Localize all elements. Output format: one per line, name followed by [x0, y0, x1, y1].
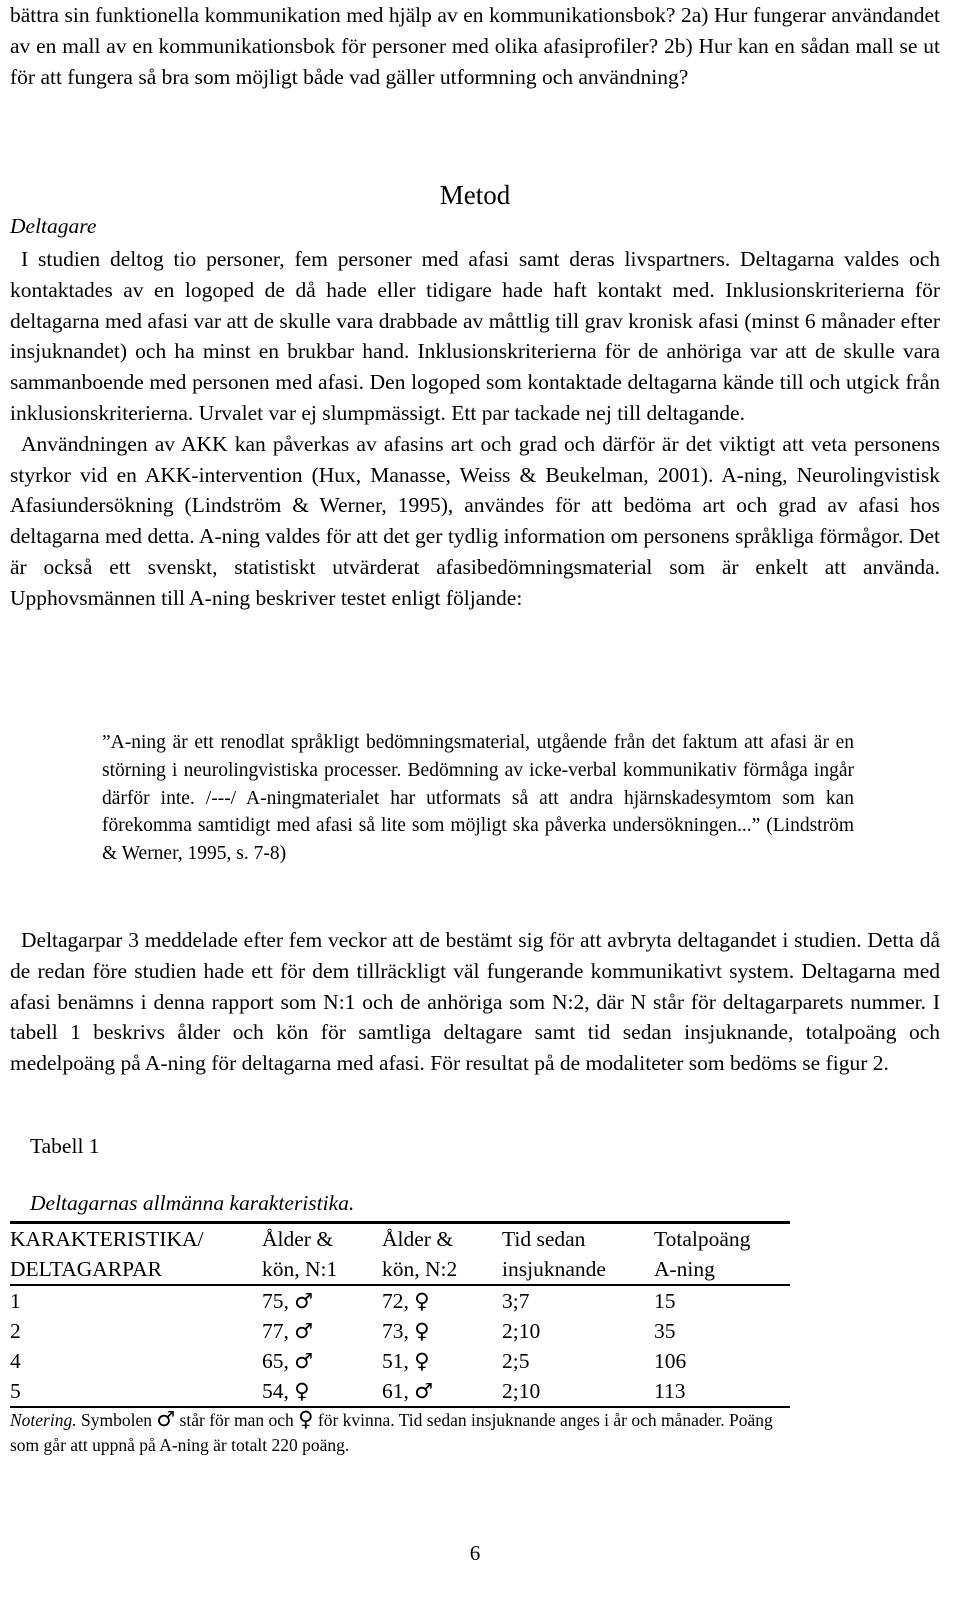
female-symbol-icon: ♀ [414, 1319, 430, 1343]
cell-pair: 2 [10, 1319, 21, 1343]
subheading-deltagare: Deltagare [10, 214, 97, 238]
male-symbol-icon: ♂ [414, 1379, 434, 1403]
female-symbol-icon: ♀ [298, 1407, 314, 1431]
male-symbol-icon: ♂ [294, 1289, 314, 1313]
cell-age-n2: 61, ♂ [382, 1376, 502, 1407]
cell-age-n1: 65, ♂ [262, 1349, 314, 1373]
male-symbol-icon: ♂ [294, 1349, 314, 1373]
cell-score: 15 [654, 1289, 676, 1313]
method-paragraph-3: Deltagarpar 3 meddelade efter fem veckor att de bestämt sig för att avbryta deltagandet i studien. Detta då de redan före studien hade ett för dem tillräckligt väl fungerande kommunikativt system. Deltagarna med afasi benämns i denna rapport som N:1 och de anhöriga som N:2, där N står för deltagarparets nummer. I tabell 1 beskrivs ålder och kön för samtliga deltagare samt tid sedan insjuknande, totalpoäng och medelpoäng på A-ning för deltagarna med afasi. För resultat på de modaliteter som bedöms se figur 2. [10, 928, 940, 1076]
section-heading-metod: Metod [439, 180, 511, 210]
header-time: Tid sedan insjuknande [502, 1223, 654, 1286]
table-label: Tabell 1 [30, 1134, 100, 1158]
method-paragraph-2: Användningen av AKK kan påverkas av afasins art och grad och därför är det viktigt att veta personens styrkor vid en AKK-intervention (Hux, Manasse, Weiss & Beukelman, 2001). A-ning, Neurolingvistisk Afasiundersökning (Lindström & Werner, 1995), användes för att bedöma art och grad av afasi hos deltagarna med detta. A-ning valdes för att det ger tydlig information om personens språkliga förmågor. Det är också ett svenskt, statistiskt utvärderat afasibedömningsmaterial som är enkelt att använda. Upphovsmännen till A-ning beskriver testet enligt följande: [10, 431, 940, 610]
cell-pair: 5 [10, 1376, 262, 1407]
cell-age-n1: 54, ♀ [262, 1376, 382, 1407]
table-row [10, 1376, 790, 1407]
method-body [10, 244, 940, 614]
note-label: Notering. [10, 1410, 77, 1430]
male-symbol-icon: ♂ [294, 1319, 314, 1343]
intro-paragraph: bättra sin funktionella kommunikation med hjälp av en kommunikationsbok? 2a) Hur fungerar användandet av en mall av en kommunikationsbok för personer med olika afasiprofiler? 2b) Hur kan en sådan mall se ut för att fungera så bra som möjligt både vad gäller utformning och användning? [10, 3, 940, 89]
cell-age-n2: 72, ♀ [382, 1289, 430, 1313]
cell-age-n2: 51, ♀ [382, 1349, 430, 1373]
female-symbol-icon: ♀ [414, 1349, 430, 1373]
table-note: Notering. Symbolen ♂ står för man och ♀ för kvinna. Tid sedan insjuknande anges i år och månader. Poäng som går att uppnå på A-ning är totalt 220 poäng. [10, 1407, 773, 1455]
header-age-n2: Ålder & kön, N:2 [382, 1223, 502, 1286]
method-paragraph-1: I studien deltog tio personer, fem personer med afasi samt deras livspartners. Deltagarna valdes och kontaktades av en logoped de då hade eller tidigare hade haft kontakt med. Inklusionskriterierna för deltagarna med afasi var att de skulle vara drabbade av måttlig till grav kronisk afasi (minst 6 månader efter insjuknandet) och ha minst en brukbar hand. Inklusionskriterierna för de anhöriga var att de skulle vara sammanboende med personen med afasi. Den logoped som kontaktade deltagarna kände till och utgick från inklusionskriterierna. Urvalet var ej slumpmässigt. Ett par tackade nej till deltagande. [10, 247, 940, 425]
participants-table [10, 1221, 790, 1408]
page-number: 6 [469, 1541, 481, 1565]
cell-pair: 1 [10, 1289, 21, 1313]
cell-time: 2;10 [502, 1376, 654, 1407]
table-header-row [10, 1223, 790, 1286]
female-symbol-icon: ♀ [294, 1379, 310, 1403]
cell-score: 113 [654, 1376, 790, 1407]
cell-pair: 4 [10, 1349, 21, 1373]
cell-score: 106 [654, 1349, 687, 1373]
table-row [10, 1346, 790, 1376]
cell-time: 3;7 [502, 1289, 530, 1313]
cell-age-n2: 73, ♀ [382, 1319, 430, 1343]
header-pair: KARAKTERISTIKA/ DELTAGARPAR [10, 1223, 262, 1286]
table-row [10, 1285, 790, 1316]
male-symbol-icon: ♂ [156, 1407, 176, 1431]
cell-age-n1: 77, ♂ [262, 1319, 314, 1343]
table-caption: Deltagarnas allmänna karakteristika. [30, 1191, 355, 1215]
female-symbol-icon: ♀ [414, 1289, 430, 1313]
cell-score: 35 [654, 1319, 676, 1343]
cell-time: 2;5 [502, 1349, 530, 1373]
cell-age-n1: 75, ♂ [262, 1289, 314, 1313]
header-age-n1: Ålder & kön, N:1 [262, 1223, 382, 1286]
header-score: Totalpoäng A-ning [654, 1223, 790, 1286]
table-row [10, 1316, 790, 1346]
block-quote: ”A-ning är ett renodlat språkligt bedömningsmaterial, utgående från det faktum att afasi är en störning i neurolingvistiska processer. Bedömning av icke-verbal kommunikativ förmåga ingår därför inte. /---/ A-ningmaterialet har utformats så att andra hjärnskadesymtom som kan förekomma samtidigt med afasi så lite som möjligt ska påverka undersökningen...” (Lindström & Werner, 1995, s. 7-8) [102, 732, 854, 865]
after-quote-body [10, 925, 940, 1079]
cell-time: 2;10 [502, 1319, 541, 1343]
